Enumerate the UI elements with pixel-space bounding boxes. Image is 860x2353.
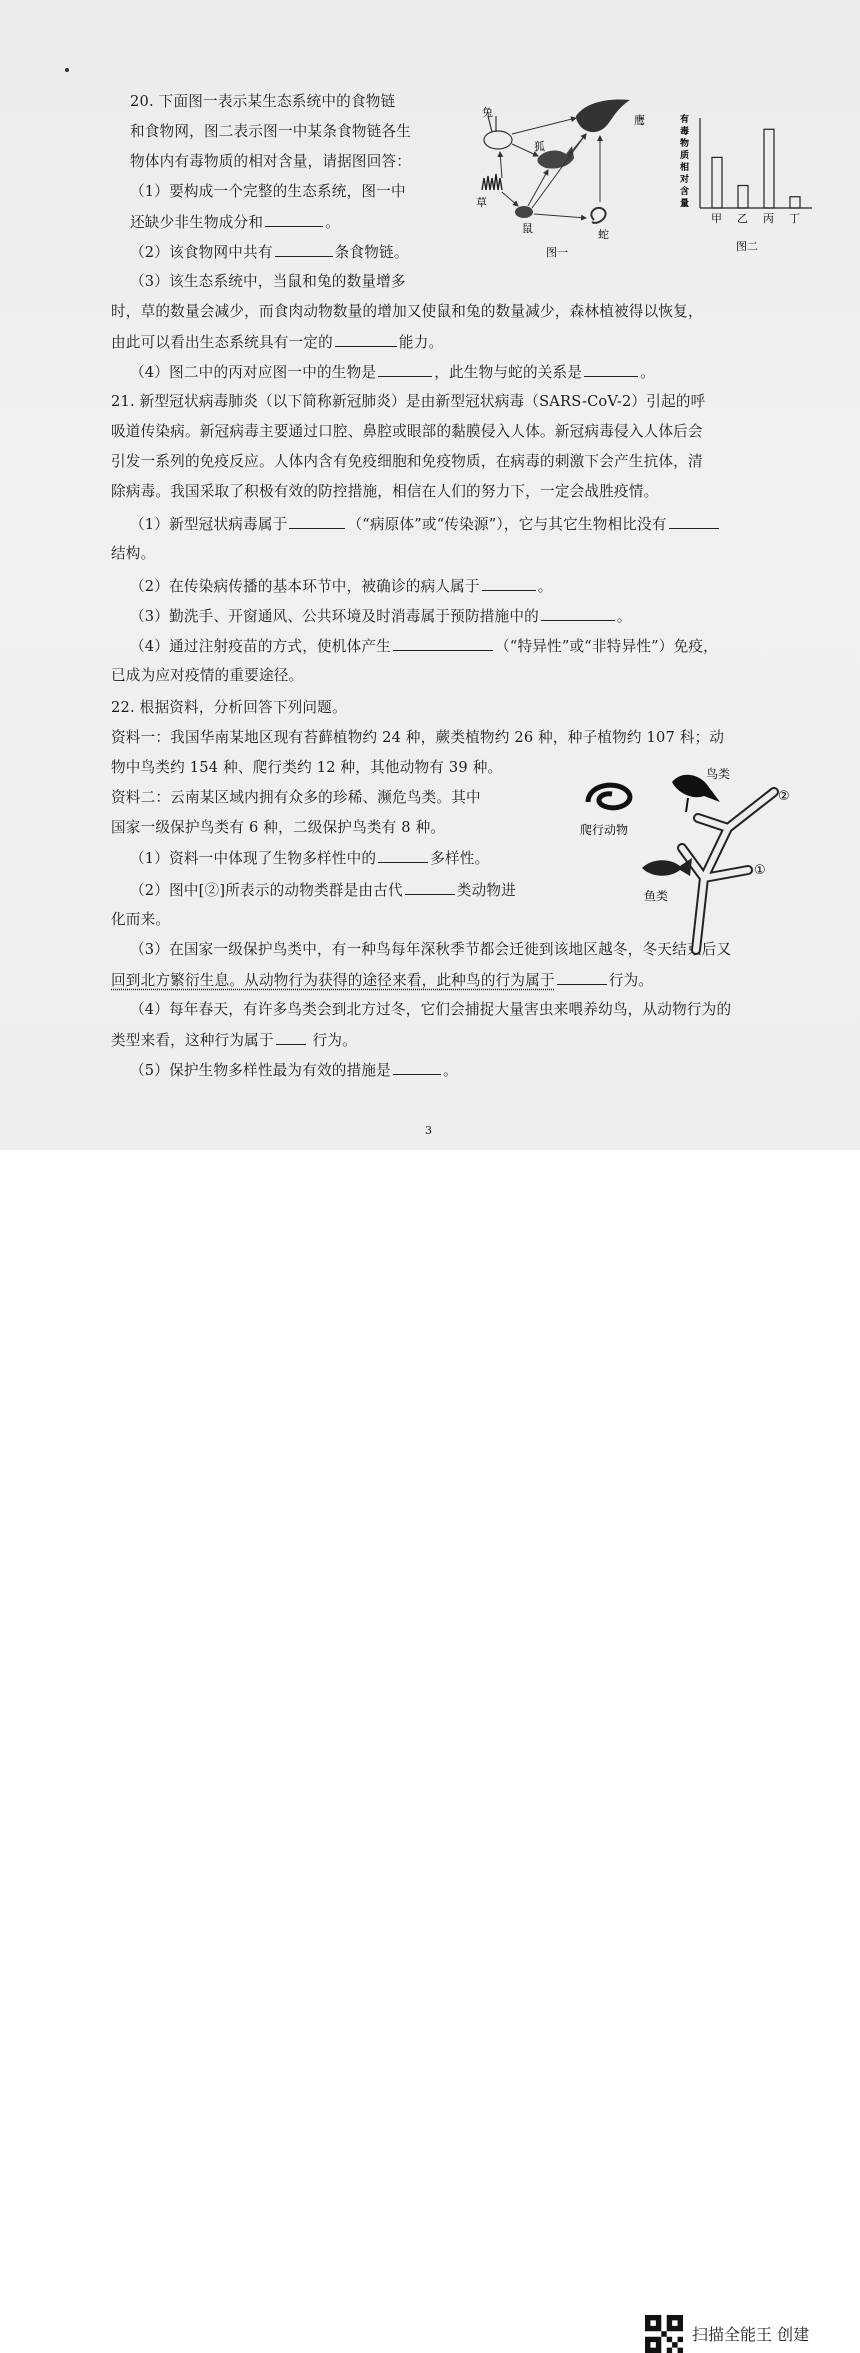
- q20-text: 还缺少非生物成分和: [130, 214, 264, 231]
- tick-label: 乙: [737, 212, 748, 225]
- arrow-fox-eagle: [568, 134, 586, 156]
- q22-line-11: （4）每年春天，有许多鸟类会到北方过冬，它们会捕捉大量害虫来喂养幼鸟，从动物行为的: [130, 1001, 732, 1018]
- label-birds: 鸟类: [706, 767, 731, 781]
- arrow-grass-rabbit: [500, 152, 502, 178]
- q22-text: 行为。: [307, 1032, 357, 1049]
- q20-line-9: [111, 332, 443, 353]
- answer-blank[interactable]: [557, 970, 607, 985]
- ylabel-char: 相: [680, 163, 690, 173]
- q22-line-8: 化而来。: [111, 911, 171, 928]
- answer-blank[interactable]: [335, 332, 397, 347]
- q22-line-2: 资料一：我国华南某地区现有苔藓植物约 24 种，蕨类植物约 26 种，种子植物约 107 科；动: [111, 729, 725, 746]
- q22-text: （2）图中[②]所表示的动物类群是由古代: [130, 882, 403, 899]
- ylabel-char: 量: [680, 199, 690, 209]
- q20-line-3: 物体内有毒物质的相对含量，请据图回答：: [130, 153, 412, 170]
- label-reptiles: 爬行动物: [580, 823, 629, 837]
- bars-group: [712, 129, 800, 208]
- q21-text: 。: [616, 608, 632, 625]
- q20-text: 。: [325, 214, 340, 231]
- q22-text: 行为。: [608, 972, 654, 989]
- bar: [764, 129, 774, 208]
- q21-line-9: [130, 636, 718, 657]
- answer-blank[interactable]: [378, 362, 432, 377]
- q21-text: （2）在传染病传播的基本环节中，被确诊的病人属于: [130, 578, 480, 595]
- q21-text: 。: [537, 578, 553, 595]
- answer-blank[interactable]: [669, 514, 719, 529]
- snake-icon: [588, 785, 630, 808]
- ylabel-char: 对: [680, 175, 690, 185]
- q20-line-6: [130, 242, 409, 263]
- q21-text: （3）勤洗手、开窗通风、公共环境及时消毒属于预防措施中的: [130, 608, 539, 625]
- q22-line-12: [111, 1030, 357, 1051]
- answer-blank[interactable]: [265, 212, 323, 227]
- label-fox: 狐: [534, 140, 545, 153]
- q22-line-7: [130, 880, 516, 901]
- scanner-brand: 扫描全能王 创建: [692, 2325, 810, 2344]
- answer-blank[interactable]: [393, 1060, 441, 1075]
- ylabel-char: 质: [680, 151, 690, 161]
- rabbit-icon: [484, 116, 512, 149]
- exam-page: [0, 0, 860, 1150]
- q21-line-7: [130, 576, 553, 597]
- scanner-footer: [0, 1150, 860, 2344]
- q20-line-4: （1）要构成一个完整的生态系统，图一中: [130, 183, 406, 200]
- page-number: 3: [425, 1124, 432, 1137]
- fig1-caption: 图一: [546, 246, 568, 259]
- q22-line-5: 国家一级保护鸟类有 6 种，二级保护鸟类有 8 种。: [111, 819, 446, 836]
- q21-line-6: 结构。: [111, 545, 156, 562]
- q20-text: ，此生物与蛇的关系是: [434, 364, 583, 381]
- answer-blank[interactable]: [276, 1030, 306, 1045]
- tick-labels-group: [711, 212, 800, 225]
- bar: [790, 197, 800, 208]
- q20-text: 条食物链。: [334, 244, 409, 261]
- label-snake: 蛇: [598, 228, 609, 241]
- q20-line-2: 和食物网，图二表示图一中某条食物链各生: [130, 123, 412, 140]
- q22-line-6: [130, 848, 489, 869]
- q21-line-5: [130, 514, 721, 535]
- q21-line-1: 21. 新型冠状病毒肺炎（以下简称新冠肺炎）是由新型冠状病毒（SARS-CoV-2）引起的呼: [111, 393, 706, 410]
- q22-text: （5）保护生物多样性最为有效的措施是: [130, 1062, 391, 1079]
- q20-text: （4）图二中的丙对应图一中的生物是: [130, 364, 377, 381]
- label-grass: 草: [476, 196, 487, 209]
- tick-label: 丁: [789, 212, 800, 225]
- ylabel-char: 毒: [680, 127, 690, 137]
- q22-text: 类型来看，这种行为属于: [111, 1032, 274, 1049]
- q20-line-7: （3）该生态系统中，当鼠和兔的数量增多: [130, 273, 406, 290]
- qr-code-icon: [645, 2315, 683, 2353]
- label-circle-1: ①: [754, 863, 766, 878]
- q21-text: （1）新型冠状病毒属于: [130, 516, 288, 533]
- q22-text: 。: [442, 1062, 458, 1079]
- q22-line-9: （3）在国家一级保护鸟类中，有一种鸟每年深秋季节都会迁徙到该地区越冬，冬天结束后又: [130, 941, 732, 958]
- tick-label: 丙: [763, 212, 774, 225]
- mouse-icon: [515, 206, 533, 218]
- q20-line-8: 时，草的数量会减少，而食肉动物数量的增加又使鼠和兔的数量减少，森林植被得以恢复，: [111, 303, 703, 320]
- q22-line-3: 物中鸟类约 154 种、爬行类约 12 种，其他动物有 39 种。: [111, 759, 503, 776]
- q22-line-13: [130, 1060, 458, 1081]
- answer-blank[interactable]: [275, 242, 333, 257]
- y-axis-label: [679, 113, 689, 209]
- label-rabbit: 兔: [482, 106, 493, 119]
- fish-icon: [642, 858, 692, 876]
- answer-blank[interactable]: [541, 606, 615, 621]
- q21-line-4: 除病毒。我国采取了积极有效的防控措施，相信在人们的努力下，一定会战胜疫情。: [111, 483, 659, 500]
- label-eagle: 鹰: [634, 114, 645, 127]
- q21-text: （“特异性”或“非特异性”）免疫，: [494, 638, 718, 655]
- answer-blank[interactable]: [378, 848, 428, 863]
- q21-line-3: 引发一系列的免疫反应。人体内含有免疫细胞和免疫物质，在病毒的刺激下会产生抗体，清: [111, 453, 703, 470]
- answer-blank[interactable]: [405, 880, 455, 895]
- snake-icon: [591, 208, 605, 223]
- ylabel-char: 含: [680, 187, 690, 197]
- fig2-caption: 图二: [736, 240, 758, 253]
- q21-line-10: 已成为应对疫情的重要途径。: [111, 667, 304, 684]
- q21-line-2: 吸道传染病。新冠病毒主要通过口腔、鼻腔或眼部的黏膜侵入人体。新冠病毒侵入人体后会: [111, 423, 703, 440]
- q20-text: （2）该食物网中共有: [130, 244, 273, 261]
- bar: [712, 157, 722, 208]
- q22-text: 类动物进: [456, 882, 516, 899]
- bird-leg: [686, 798, 688, 812]
- q21-text: （“病原体”或“传染源”），它与其它生物相比没有: [347, 516, 667, 533]
- q20-line-10: [130, 362, 655, 383]
- q21-line-8: [130, 606, 632, 627]
- answer-blank[interactable]: [289, 514, 345, 529]
- q20-line-1: 20. 下面图一表示某生态系统中的食物链: [130, 93, 396, 110]
- toxin-bar-chart: [672, 110, 822, 270]
- q20-text: 由此可以看出生态系统具有一定的: [111, 334, 333, 351]
- tick-label: 甲: [711, 212, 722, 225]
- q22-text: 多样性。: [430, 850, 490, 867]
- food-web-figure: [468, 94, 668, 264]
- q22-line-4: 资料二：云南某区域内拥有众多的珍稀、濒危鸟类。其中: [111, 789, 481, 806]
- grass-icon: [482, 174, 502, 190]
- arrow-mouse-snake: [534, 214, 586, 218]
- eagle-icon: [576, 100, 630, 133]
- q20-text: 。: [640, 364, 655, 381]
- bar: [738, 186, 748, 209]
- q22-text: 回到北方繁衍生息。从动物行为获得的途径来看，此种鸟的行为属于: [111, 972, 555, 989]
- ylabel-char: 有: [680, 115, 690, 125]
- answer-blank[interactable]: [584, 362, 638, 377]
- arrow-rabbit-eagle: [512, 118, 576, 134]
- label-circle-2: ②: [778, 789, 790, 804]
- ylabel-char: 物: [680, 139, 690, 149]
- q20-line-5: [130, 212, 340, 233]
- q22-text: （1）资料一中体现了生物多样性中的: [130, 850, 377, 867]
- q22-line-10: [111, 970, 653, 991]
- answer-blank[interactable]: [482, 576, 536, 591]
- q22-line-1: 22. 根据资料，分析回答下列问题。: [111, 699, 347, 716]
- arrow-grass-mouse: [502, 192, 518, 206]
- evolution-tree-figure: [578, 758, 808, 958]
- q21-text: （4）通过注射疫苗的方式，使机体产生: [130, 638, 391, 655]
- q20-text: 能力。: [398, 334, 444, 351]
- answer-blank[interactable]: [393, 636, 493, 651]
- scan-speck: [65, 68, 69, 72]
- label-mouse: 鼠: [522, 222, 533, 235]
- label-fish: 鱼类: [644, 889, 669, 903]
